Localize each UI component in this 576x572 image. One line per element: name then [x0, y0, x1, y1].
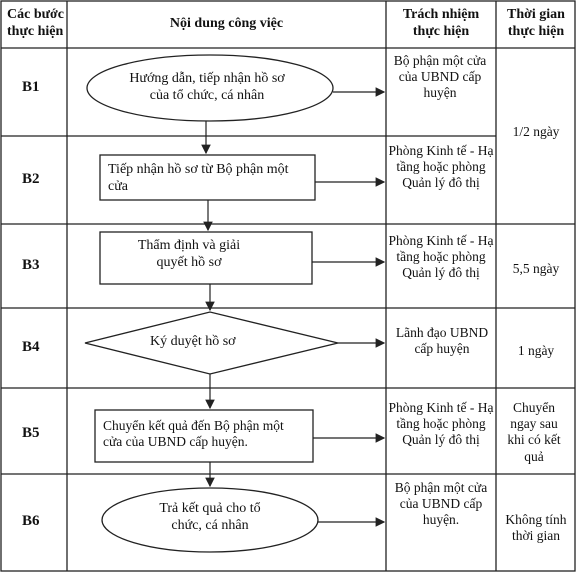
- time-b4: 1 ngày: [517, 343, 555, 358]
- resp-b5: Phòng Kinh tế - Hạ tầng hoặc phòng Quản lý đô thị: [388, 400, 494, 448]
- step-b3: B3: [22, 257, 40, 273]
- task-b6: Trả kết quả cho tổ chức, cá nhân: [159, 501, 261, 533]
- header-responsibility: Trách nhiệm thực hiện: [402, 7, 480, 39]
- resp-b3: Phòng Kinh tế - Hạ tầng hoặc phòng Quản lý đô thị: [388, 233, 494, 281]
- resp-b1: Bộ phận một cửa của UBND cấp huyện: [393, 53, 487, 101]
- header-time: Thời gian thực hiện: [507, 7, 565, 39]
- task-b3: Thẩm định và giải quyết hồ sơ: [137, 238, 241, 270]
- time-b1-b2: 1/2 ngày: [512, 124, 560, 139]
- task-b2: Tiếp nhận hồ sơ từ Bộ phận một cửa: [108, 162, 289, 194]
- task-b5: Chuyển kết quả đến Bộ phận một cửa của UBND cấp huyện.: [103, 418, 284, 450]
- time-b6: Không tính thời gian: [505, 512, 567, 544]
- time-b3: 5,5 ngày: [512, 261, 560, 276]
- header-content: Nội dung công việc: [169, 16, 284, 31]
- step-b4: B4: [22, 339, 40, 355]
- resp-b2: Phòng Kinh tế - Hạ tầng hoặc phòng Quản lý đô thị: [388, 143, 494, 191]
- step-b5: B5: [22, 425, 40, 441]
- step-b1: B1: [22, 79, 40, 95]
- time-b5: Chuyển ngay sau khi có kết quả: [507, 400, 561, 464]
- resp-b4: Lãnh đạo UBND cấp huyện: [395, 325, 489, 357]
- task-b1: Hướng dẫn, tiếp nhận hồ sơ của tổ chức, cá nhân: [129, 71, 285, 103]
- task-b4: Ký duyệt hồ sơ: [150, 334, 236, 349]
- resp-b6: Bộ phận một cửa của UBND cấp huyện.: [394, 480, 488, 528]
- header-steps: Các bước thực hiện: [7, 7, 64, 39]
- step-b2: B2: [22, 171, 40, 187]
- step-b6: B6: [22, 513, 40, 529]
